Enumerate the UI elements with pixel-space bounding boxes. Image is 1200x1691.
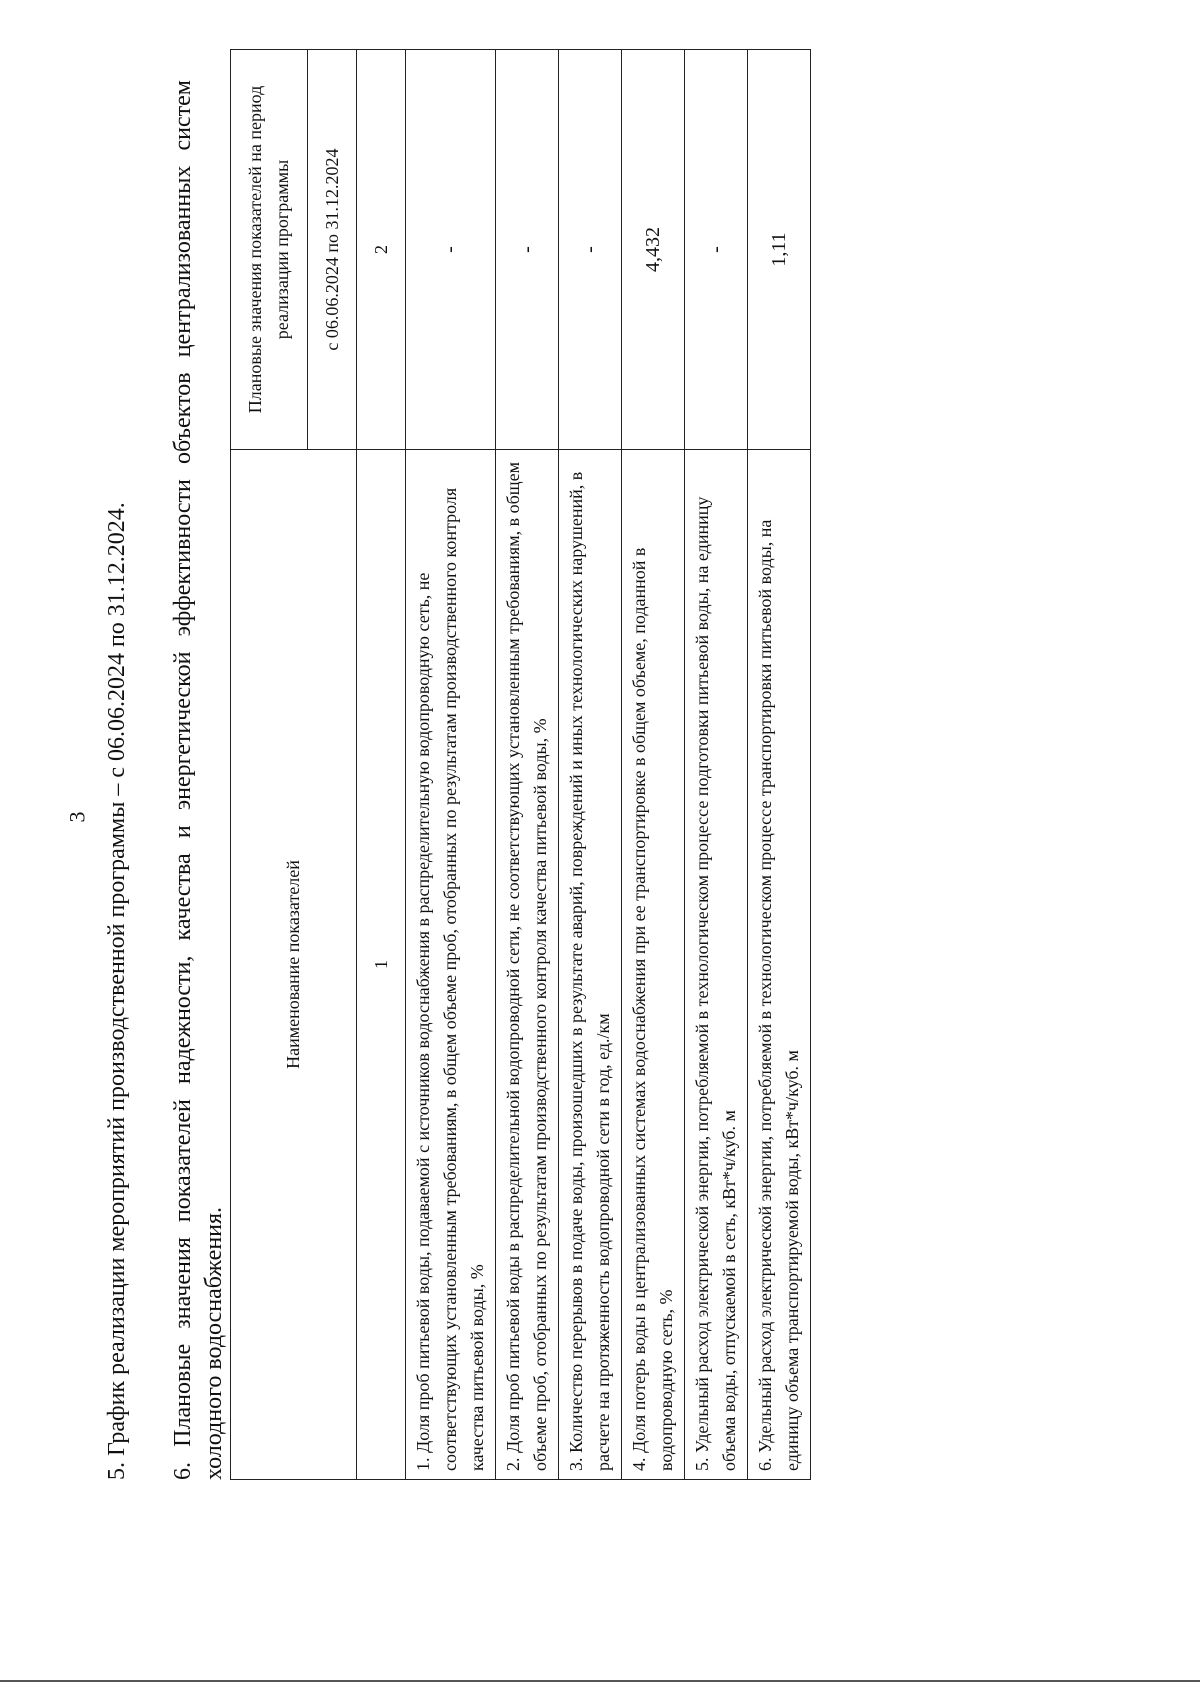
- table-row: [406, 50, 496, 1480]
- indicators-table: [230, 49, 811, 1480]
- table-row: [622, 50, 685, 1480]
- table-row: [685, 50, 748, 1480]
- indicator-name: 4. Доля потерь воды в централизованных системах водоснабжения при ее транспортировке в общем объеме, поданной в водопроводную сеть, %: [622, 450, 685, 1480]
- section-5-heading: 5. График реализации мероприятий производственной программы – с 06.06.2024 по 31.12.2024.: [104, 502, 130, 1480]
- col2-subheader: с 06.06.2024 по 31.12.2024: [308, 50, 357, 450]
- indicator-value: -: [559, 50, 622, 450]
- indicator-value: -: [406, 50, 496, 450]
- table-row: [496, 50, 559, 1480]
- table-row: [559, 50, 622, 1480]
- scan-edge-line: [0, 1680, 1200, 1682]
- page-number: 3: [64, 811, 90, 823]
- column-index-row: [357, 50, 406, 1480]
- indicator-value: 1,11: [748, 50, 811, 450]
- indicator-name: 2. Доля проб питьевой воды в распределительной водопроводной сети, не соответствующих установленным требованиям, в общем объеме проб, отобранных по результатам производственного контроля качества питьевой воды, %: [496, 450, 559, 1480]
- col1-header: Наименование показателей: [231, 450, 357, 1480]
- indicator-name: 1. Доля проб питьевой воды, подаваемой с источников водоснабжения в распределительную водопроводную сеть, не соответствующих установленным требованиям, в общем объеме проб, отобранных по результатам производственного контроля качества питьевой воды, %: [406, 450, 496, 1480]
- indicator-value: 4,432: [622, 50, 685, 450]
- indicator-value: -: [496, 50, 559, 450]
- indicator-name: 3. Количество перерывов в подаче воды, произошедших в результате аварий, повреждений и иных технологических нарушений, в расчете на протяженность водопроводной сети в год, ед./км: [559, 450, 622, 1480]
- section-6-heading: 6. Плановые значения показателей надежности, качества и энергетической эффективности объектов централизованных систем холодного водоснабжения.: [170, 80, 227, 1480]
- col2-index: 2: [357, 50, 406, 450]
- col1-index: 1: [357, 450, 406, 1480]
- table-row: [748, 50, 811, 1480]
- indicator-value: -: [685, 50, 748, 450]
- indicator-name: 5. Удельный расход электрической энергии, потребляемой в технологическом процессе подготовки питьевой воды, на единицу объема воды, отпускаемой в сеть, кВт*ч/куб. м: [685, 450, 748, 1480]
- table-header-row: [231, 50, 308, 1480]
- rotated-page-content: [0, 30, 1200, 1640]
- indicator-name: 6. Удельный расход электрической энергии, потребляемой в технологическом процессе транспортировки питьевой воды, на единицу объема транспортируемой воды, кВт*ч/куб. м: [748, 450, 811, 1480]
- col2-header: Плановые значения показателей на период реализации программы: [231, 50, 308, 450]
